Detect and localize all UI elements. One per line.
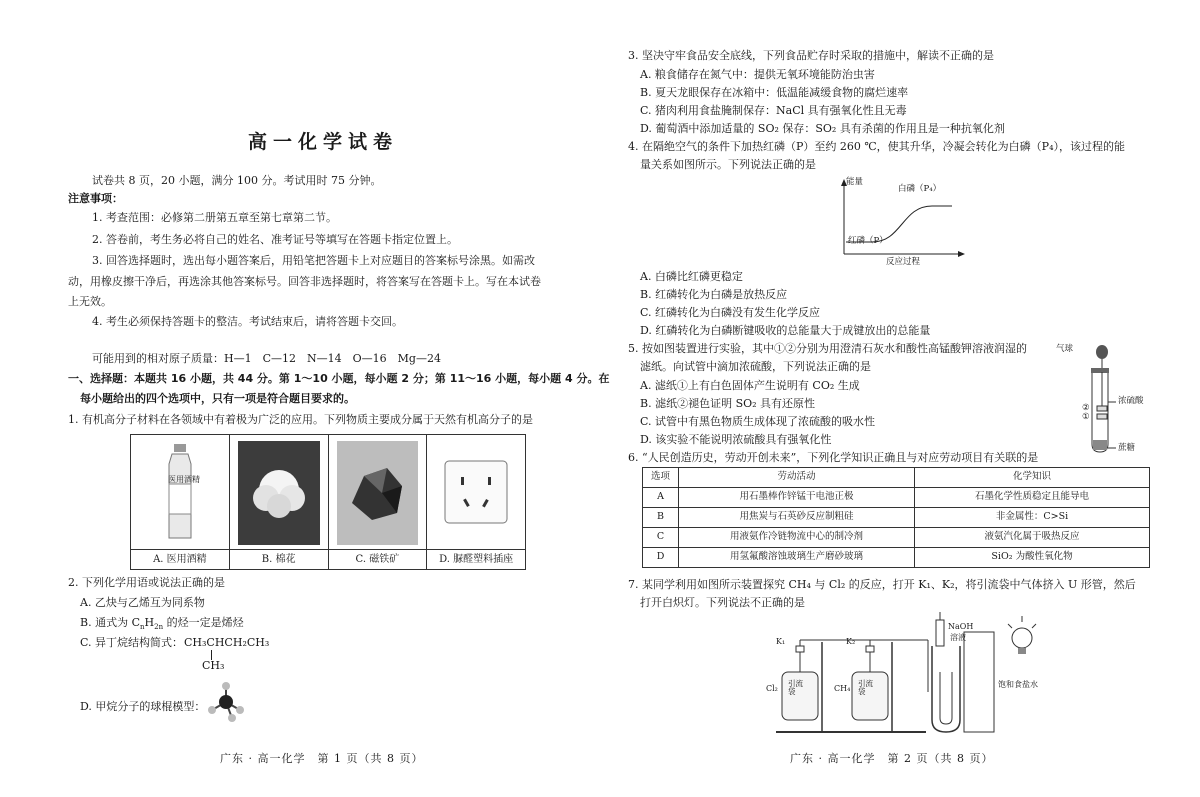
q5-balloon-label: 气球 [1056, 344, 1074, 354]
alcohol-bottle-icon [155, 442, 205, 542]
question-3: 3. 坚决守牢食品安全底线，下列食品贮存时采取的措施中，解读不正确的是 [628, 49, 994, 62]
left-footer: 广东 · 高一化学 第 1 页（共 8 页） [220, 752, 424, 765]
bottle-label: 医用酒精 [168, 475, 200, 484]
q7-ch4-label: CH₄ [834, 684, 851, 693]
note-2: 2. 答卷前，考生务必将自己的姓名、准考证号等填写在答题卡指定位置上。 [92, 233, 458, 246]
q3-option-d: D. 葡萄酒中添加适量的 SO₂ 保存：SO₂ 具有杀菌的作用且是一种抗氧化剂 [640, 122, 1005, 135]
exam-title: 高一化学试卷 [248, 131, 399, 153]
table-row: D 用氢氟酸溶蚀玻璃生产磨砂玻璃 SiO₂ 为酸性氧化物 [643, 548, 1150, 568]
q3-option-b: B. 夏天龙眼保存在冰箱中：低温能减缓食物的腐烂速率 [640, 86, 909, 99]
question-5-line2: 滤纸。向试管中滴加浓硫酸，下列说法正确的是 [640, 360, 871, 373]
table-header-row [643, 468, 1150, 488]
q5-circle2-label: ② [1082, 403, 1090, 413]
note-3-end: 上无效。 [68, 295, 112, 308]
q5-option-b: B. 滤纸②褪色证明 SO₂ 具有还原性 [640, 397, 816, 410]
q1-option-b [230, 435, 329, 569]
q4-xlabel: 反应过程 [886, 257, 921, 267]
question-7-line2: 打开白炽灯。下列说法不正确的是 [640, 596, 805, 609]
note-3-cont: 动，用橡皮擦干净后，再选涂其他答案标号。回答非选择题时，将答案写在答题卡上。写在本试卷 [68, 275, 541, 288]
socket-icon [441, 457, 511, 527]
q3-option-c: C. 猪肉利用食盐腌制保存：NaCl 具有强氧化性且无毒 [640, 104, 907, 117]
cotton-icon [244, 458, 314, 528]
question-1: 1. 有机高分子材料在各领域中有着极为广泛的应用。下列物质主要成分属于天然有机高分子的是 [68, 413, 533, 426]
q7-solution-label: 溶液 [950, 633, 966, 642]
isobutane-branch: CH₃ [202, 659, 225, 672]
question-4-line2: 量关系如图所示。下列说法正确的是 [640, 158, 816, 171]
atomic-masses: 可能用到的相对原子质量：H—1 C—12 N—14 O—16 Mg—24 [92, 352, 441, 365]
note-1: 1. 考查范围：必修第二册第五章至第七章第二节。 [92, 211, 337, 224]
q6-table [642, 467, 1150, 568]
q2-option-b: B. 通式为 $C_nH_{2n}$ 的烃一定是烯烃 [80, 616, 244, 632]
question-6: 6. “人民创造历史，劳动开创未来”，下列化学知识正确且与对应劳动项目有关联的是 [628, 451, 1039, 464]
q1-option-d [427, 435, 525, 569]
header-activity: 劳动活动 [679, 468, 915, 488]
section-1-line1: 一、选择题：本题共 16 小题，共 44 分。第 1～10 小题，每小题 2 分；第 11～16 小题，每小题 4 分。在 [68, 372, 610, 385]
q5-acid-label: 浓硫酸 [1118, 396, 1144, 406]
q1-caption-a: A. 医用酒精 [131, 549, 229, 569]
q4-option-c: C. 红磷转化为白磷没有发生化学反应 [640, 306, 821, 319]
q1-option-a [131, 435, 230, 569]
table-row: C 用液氨作冷链物流中心的制冷剂 液氨汽化属于吸热反应 [643, 528, 1150, 548]
q7-bag2-label: 引流袋 [858, 679, 873, 697]
q5-circle1-label: ① [1082, 412, 1090, 422]
q4-option-d: D. 红磷转化为白磷断键吸收的总能量大于成键放出的总能量 [640, 324, 931, 337]
question-5-line1: 5. 按如图装置进行实验，其中①②分别为用澄清石灰水和酸性高锰酸钾溶液润湿的 [628, 342, 1027, 355]
question-2: 2. 下列化学用语或说法正确的是 [68, 576, 225, 589]
q7-bag1-label: 引流袋 [788, 679, 803, 697]
table-row: A 用石墨棒作锌锰干电池正极 石墨化学性质稳定且能导电 [643, 488, 1150, 508]
note-4: 4. 考生必须保持答题卡的整洁。考试结束后，请将答题卡交回。 [92, 315, 403, 328]
notes-heading: 注意事项： [68, 192, 123, 205]
q4-top-label: 白磷（P₄） [898, 184, 942, 194]
q7-brine-label: 饱和食盐水 [998, 680, 1038, 689]
q7-k1-label: K₁ [776, 637, 786, 646]
table-row: B 用焦炭与石英砂反应制粗硅 非金属性：C>Si [643, 508, 1150, 528]
q1-option-c [329, 435, 428, 569]
q5-sugar-label: 蔗糖 [1118, 443, 1136, 453]
question-7-line1: 7. 某同学利用如图所示装置探究 CH₄ 与 Cl₂ 的反应，打开 K₁、K₂，将引流袋中气体挤入 U 形管，然后 [628, 578, 1136, 591]
magnetite-icon [342, 458, 412, 528]
right-footer: 广东 · 高一化学 第 2 页（共 8 页） [790, 752, 994, 765]
q5-option-c: C. 试管中有黑色物质生成体现了浓硫酸的吸水性 [640, 415, 876, 428]
q1-caption-b: B. 棉花 [230, 549, 328, 569]
methane-ball-stick-icon [204, 680, 248, 724]
q7-apparatus [760, 612, 1050, 736]
isobutane-formula: CH₃CHCH₂CH₃ [184, 636, 270, 649]
q7-k2-label: K₂ [846, 637, 856, 646]
q2-option-a: A. 乙炔与乙烯互为同系物 [80, 596, 205, 609]
right-page [600, 0, 1200, 797]
q4-option-a: A. 白磷比红磷更稳定 [640, 270, 743, 283]
header-knowledge: 化学知识 [915, 468, 1150, 488]
q4-bottom-label: 红磷（P） [848, 236, 888, 246]
question-4-line1: 4. 在隔绝空气的条件下加热红磷（P）至约 260 ℃，使其升华，冷凝会转化为白磷（P₄），该过程的能 [628, 140, 1125, 153]
note-3: 3. 回答选择题时，选出每小题答案后，用铅笔把答题卡上对应题目的答案标号涂黑。如需改 [92, 254, 535, 267]
intro-text: 试卷共 8 页，20 小题，满分 100 分。考试用时 75 分钟。 [92, 174, 382, 187]
q7-naoh-label: NaOH [948, 622, 974, 631]
q4-ylabel: 能量 [846, 177, 864, 187]
q7-cl2-label: Cl₂ [766, 684, 778, 693]
section-1-line2: 每小题给出的四个选项中，只有一项是符合题目要求的。 [80, 392, 355, 405]
q1-caption-c: C. 磁铁矿 [329, 549, 427, 569]
q5-option-a: A. 滤纸①上有白色固体产生说明有 CO₂ 生成 [640, 379, 860, 392]
q2-option-d: D. 甲烷分子的球棍模型： [80, 700, 206, 713]
q1-image-table [130, 434, 526, 570]
q2-option-c: C. 异丁烷结构简式： [80, 636, 184, 649]
q1-caption-d: D. 脲醛塑料插座 [427, 549, 525, 569]
q3-option-a: A. 粮食储存在氮气中：提供无氧环境能防治虫害 [640, 68, 875, 81]
header-option: 选项 [643, 468, 679, 488]
q5-option-d: D. 该实验不能说明浓硫酸具有强氧化性 [640, 433, 832, 446]
q4-option-b: B. 红磷转化为白磷是放热反应 [640, 288, 788, 301]
